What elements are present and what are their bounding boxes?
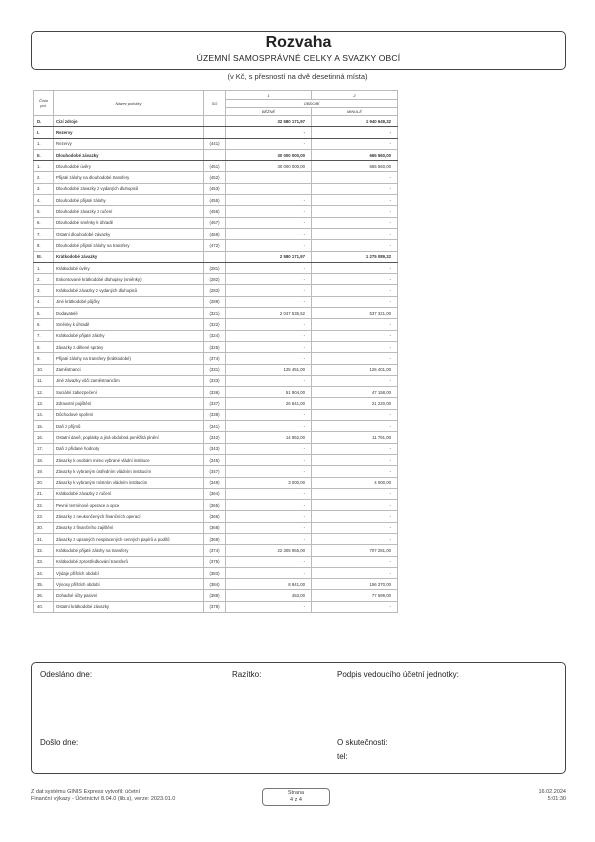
row-number: 2. — [34, 274, 54, 285]
row-value-current: - — [226, 375, 312, 386]
table-row — [34, 308, 398, 319]
row-account-code: (365) — [204, 500, 226, 511]
row-number: 4. — [34, 296, 54, 307]
stamp-label: Razítko: — [232, 670, 262, 679]
row-number: 36. — [34, 590, 54, 601]
table-body — [34, 116, 398, 613]
row-account-code: (366) — [204, 511, 226, 522]
row-value-current: 51 904,00 — [226, 387, 312, 398]
row-account-code: (349) — [204, 477, 226, 488]
row-value-current: - — [226, 319, 312, 330]
row-number: 6. — [34, 217, 54, 228]
sent-date-label: Odesláno dne: — [40, 670, 93, 679]
table-row — [34, 341, 398, 352]
row-value-current: 26 841,00 — [226, 398, 312, 409]
col-header-number: Číslo pol. — [34, 91, 54, 116]
row-number: 10. — [34, 364, 54, 375]
table-row — [34, 556, 398, 567]
units-note: (v Kč, s přesností na dvě desetinná místa) — [227, 72, 368, 81]
table-row — [34, 206, 398, 217]
row-value-current: - — [226, 296, 312, 307]
row-name: Výnosy příštích období — [54, 579, 204, 590]
footer-source — [31, 789, 175, 803]
row-account-code: (453) — [204, 183, 226, 194]
table-row — [34, 421, 398, 432]
row-name: Závazky z upsaných nesplacených cenných papírů a podílů — [54, 533, 204, 544]
row-name: Směnky k úhradě — [54, 319, 204, 330]
row-number: 1. — [34, 262, 54, 273]
row-name: Dlouhodobé úvěry — [54, 161, 204, 172]
row-name: Krátkodobé zprostředkování transferů — [54, 556, 204, 567]
row-number: 13. — [34, 398, 54, 409]
table-row — [34, 228, 398, 239]
balance-sheet-table — [33, 90, 398, 613]
table-row — [34, 364, 398, 375]
row-name: Pevné termínové operace a opce — [54, 500, 204, 511]
row-number: 15. — [34, 421, 54, 432]
row-name: Cizí zdroje — [54, 116, 204, 127]
row-account-code: (345) — [204, 454, 226, 465]
row-number: 14. — [34, 409, 54, 420]
row-value-previous: - — [312, 421, 398, 432]
row-value-previous: 156 370,00 — [312, 579, 398, 590]
row-number: 18. — [34, 454, 54, 465]
row-value-previous: 665 560,00 — [312, 161, 398, 172]
row-number: D. — [34, 116, 54, 127]
row-value-current: - — [226, 601, 312, 612]
row-name: Ostatní daně, poplatky a jiná obdobná peněžitá plnění — [54, 432, 204, 443]
row-number: 5. — [34, 206, 54, 217]
table-row — [34, 590, 398, 601]
row-account-code — [204, 127, 226, 138]
table-section-row — [34, 251, 398, 262]
page-indicator — [262, 788, 330, 806]
row-number: 16. — [34, 432, 54, 443]
row-name: Krátkodobé přijaté zálohy na transfery — [54, 545, 204, 556]
row-account-code: (451) — [204, 161, 226, 172]
table-row — [34, 330, 398, 341]
row-value-current — [226, 172, 312, 183]
row-value-previous: - — [312, 240, 398, 251]
row-account-code: (375) — [204, 556, 226, 567]
row-number: 6. — [34, 319, 54, 330]
row-number: 17. — [34, 443, 54, 454]
page-number: 4 z 4 — [290, 797, 302, 803]
row-account-code — [204, 251, 226, 262]
row-number: 7. — [34, 228, 54, 239]
col-header-previous: MINULÉ — [312, 108, 398, 116]
row-number: 8. — [34, 240, 54, 251]
row-name: Daň z příjmů — [54, 421, 204, 432]
row-account-code: (283) — [204, 285, 226, 296]
row-number: 11. — [34, 375, 54, 386]
row-value-previous: 21 220,00 — [312, 398, 398, 409]
responsible-signature-label: Podpis vedoucího účetní jednotky: — [337, 670, 459, 679]
row-value-current: 8 841,00 — [226, 579, 312, 590]
table-row — [34, 353, 398, 364]
row-name: Dodavatelé — [54, 308, 204, 319]
row-number: 22. — [34, 500, 54, 511]
row-account-code: (472) — [204, 240, 226, 251]
row-value-previous: - — [312, 466, 398, 477]
row-value-current: 14 852,00 — [226, 432, 312, 443]
row-value-previous: - — [312, 500, 398, 511]
row-account-code: (331) — [204, 364, 226, 375]
row-value-current: - — [226, 206, 312, 217]
footer-timestamp — [520, 789, 566, 803]
row-number: 20. — [34, 477, 54, 488]
row-name: Přijaté zálohy na dlouhodobé transfery — [54, 172, 204, 183]
table-row — [34, 387, 398, 398]
row-value-current: - — [226, 533, 312, 544]
row-name: Dohadné účty pasivní — [54, 590, 204, 601]
row-number: 34. — [34, 567, 54, 578]
row-value-previous: - — [312, 353, 398, 364]
phone-label: tel: — [337, 752, 348, 761]
row-value-previous: - — [312, 443, 398, 454]
row-account-code: (333) — [204, 375, 226, 386]
row-value-previous: - — [312, 296, 398, 307]
row-number: 5. — [34, 308, 54, 319]
table-row — [34, 296, 398, 307]
row-value-previous: 665 560,00 — [312, 149, 398, 160]
row-value-previous: - — [312, 454, 398, 465]
row-name: Závazky z dělené správy — [54, 341, 204, 352]
footer-time: 5:01:30 — [547, 796, 566, 802]
row-value-current: 30 000 000,00 — [226, 161, 312, 172]
row-account-code: (337) — [204, 398, 226, 409]
row-name: Eskontované krátkodobé dluhopisy (směnky) — [54, 274, 204, 285]
row-account-code: (325) — [204, 341, 226, 352]
row-account-code: (289) — [204, 296, 226, 307]
row-account-code — [204, 149, 226, 160]
row-name: Krátkodobé přijaté zálohy — [54, 330, 204, 341]
row-value-current: - — [226, 240, 312, 251]
row-name: Jiné závazky vůči zaměstnancům — [54, 375, 204, 386]
row-value-current: - — [226, 511, 312, 522]
row-name: Důchodové spoření — [54, 409, 204, 420]
row-value-previous: - — [312, 522, 398, 533]
row-number: II. — [34, 149, 54, 160]
table-row — [34, 477, 398, 488]
row-name: Výdaje příštích období — [54, 567, 204, 578]
row-value-previous: - — [312, 138, 398, 149]
col-header-1-number: 1 — [226, 91, 312, 100]
table-row — [34, 274, 398, 285]
row-value-current: - — [226, 522, 312, 533]
row-name: Jiné krátkodobé půjčky — [54, 296, 204, 307]
row-value-current: - — [226, 421, 312, 432]
row-number: 30. — [34, 522, 54, 533]
table-row — [34, 161, 398, 172]
row-name: Ostatní dlouhodobé závazky — [54, 228, 204, 239]
row-account-code: (324) — [204, 330, 226, 341]
row-name: Ostatní krátkodobé závazky — [54, 601, 204, 612]
row-name: Dlouhodobé směnky k úhradě — [54, 217, 204, 228]
row-account-code: (389) — [204, 590, 226, 601]
row-name: Rezervy — [54, 138, 204, 149]
row-account-code: (368) — [204, 522, 226, 533]
footer-date: 16.02.2024 — [538, 789, 566, 795]
row-name: Krátkodobé závazky — [54, 251, 204, 262]
row-number: 2. — [34, 172, 54, 183]
row-account-code: (342) — [204, 432, 226, 443]
row-value-current — [226, 183, 312, 194]
row-value-previous: - — [312, 488, 398, 499]
row-value-previous: - — [312, 183, 398, 194]
row-value-previous: - — [312, 262, 398, 273]
row-name: Dlouhodobé závazky z ručení — [54, 206, 204, 217]
row-value-current: - — [226, 195, 312, 206]
row-value-previous: - — [312, 217, 398, 228]
row-number: 12. — [34, 387, 54, 398]
table-row — [34, 432, 398, 443]
row-value-previous: - — [312, 341, 398, 352]
table-row — [34, 217, 398, 228]
row-value-current: 22 305 955,00 — [226, 545, 312, 556]
row-name: Daň z přidané hodnoty — [54, 443, 204, 454]
row-value-current: - — [226, 341, 312, 352]
row-value-previous: - — [312, 533, 398, 544]
row-value-current: - — [226, 228, 312, 239]
row-value-previous: 537 321,00 — [312, 308, 398, 319]
row-value-current: - — [226, 454, 312, 465]
row-value-previous: - — [312, 567, 398, 578]
row-value-previous: - — [312, 409, 398, 420]
row-name: Krátkodobé závazky z ručení — [54, 488, 204, 499]
row-account-code: (336) — [204, 387, 226, 398]
row-number: 1. — [34, 138, 54, 149]
row-number: 3. — [34, 183, 54, 194]
row-value-previous: - — [312, 172, 398, 183]
table-row — [34, 533, 398, 544]
table-row — [34, 522, 398, 533]
table-row — [34, 466, 398, 477]
row-name: Krátkodobé závazky z vydaných dluhopisů — [54, 285, 204, 296]
row-name: Závazky k vybraným místním vládním institucím — [54, 477, 204, 488]
row-value-previous: 1 940 649,32 — [312, 116, 398, 127]
row-number: 33. — [34, 556, 54, 567]
row-account-code: (452) — [204, 172, 226, 183]
row-value-current: - — [226, 500, 312, 511]
row-account-code: (383) — [204, 567, 226, 578]
table-row — [34, 545, 398, 556]
row-account-code: (384) — [204, 579, 226, 590]
row-value-current: 2 580 171,97 — [226, 251, 312, 262]
row-value-current: 453,00 — [226, 590, 312, 601]
row-account-code: (374) — [204, 353, 226, 364]
row-value-current: - — [226, 262, 312, 273]
table-row — [34, 454, 398, 465]
row-value-current: - — [226, 443, 312, 454]
row-value-previous: 4 000,00 — [312, 477, 398, 488]
col-header-current: BĚŽNÉ — [226, 108, 312, 116]
row-account-code: (338) — [204, 409, 226, 420]
row-account-code: (282) — [204, 274, 226, 285]
table-section-row — [34, 116, 398, 127]
row-value-previous: - — [312, 330, 398, 341]
table-row — [34, 172, 398, 183]
table-row — [34, 443, 398, 454]
row-name: Dlouhodobé závazky — [54, 149, 204, 160]
row-account-code: (322) — [204, 319, 226, 330]
table-row — [34, 500, 398, 511]
row-value-current: - — [226, 353, 312, 364]
row-value-previous: - — [312, 274, 398, 285]
row-number: 9. — [34, 353, 54, 364]
row-number: 19. — [34, 466, 54, 477]
table-row — [34, 375, 398, 386]
row-number: 40. — [34, 601, 54, 612]
row-account-code — [204, 116, 226, 127]
table-row — [34, 285, 398, 296]
report-title: Rozvaha — [265, 34, 332, 51]
row-account-code: (364) — [204, 488, 226, 499]
row-value-previous: 77 599,00 — [312, 590, 398, 601]
table-row — [34, 138, 398, 149]
row-number: 21. — [34, 488, 54, 499]
actually-label: O skutečnosti: — [337, 738, 388, 747]
table-row — [34, 579, 398, 590]
row-value-previous: 126 401,00 — [312, 364, 398, 375]
row-value-previous: - — [312, 285, 398, 296]
row-value-current: 3 000,00 — [226, 477, 312, 488]
row-value-current: 2 047 535,52 — [226, 308, 312, 319]
row-value-previous: - — [312, 319, 398, 330]
row-name: Rezervy — [54, 127, 204, 138]
row-account-code: (369) — [204, 533, 226, 544]
table-row — [34, 262, 398, 273]
row-value-previous: 707 281,00 — [312, 545, 398, 556]
received-date-label: Došlo dne: — [40, 738, 79, 747]
table-row — [34, 398, 398, 409]
table-row — [34, 601, 398, 612]
row-account-code: (459) — [204, 228, 226, 239]
row-number: III. — [34, 251, 54, 262]
table-section-row — [34, 149, 398, 160]
footer-source-line2: Finanční výkazy - Účetnictví 8.04.0 (lib.s), verze: 2023.01.0 — [31, 796, 176, 802]
table-row — [34, 409, 398, 420]
row-value-current: - — [226, 138, 312, 149]
row-name: Závazky z neukončených finančních operací — [54, 511, 204, 522]
row-account-code: (457) — [204, 217, 226, 228]
row-value-current: 30 000 000,00 — [226, 149, 312, 160]
row-account-code: (441) — [204, 138, 226, 149]
row-value-current: - — [226, 274, 312, 285]
row-name: Zdravotní pojištění — [54, 398, 204, 409]
row-number: 35. — [34, 579, 54, 590]
table-row — [34, 488, 398, 499]
col-header-name: Název položky — [54, 91, 204, 116]
table-row — [34, 567, 398, 578]
row-name: Přijaté zálohy na transfery (krátkodobé) — [54, 353, 204, 364]
table-row — [34, 511, 398, 522]
row-number: 4. — [34, 195, 54, 206]
table-row — [34, 240, 398, 251]
row-value-current: - — [226, 466, 312, 477]
row-account-code: (343) — [204, 443, 226, 454]
row-value-current: - — [226, 409, 312, 420]
report-subtitle: ÚZEMNÍ SAMOSPRÁVNÉ CELKY A SVAZKY OBCÍ — [196, 53, 401, 63]
row-value-previous: - — [312, 127, 398, 138]
row-name: Závazky k osobám mimo vybrané vládní instituce — [54, 454, 204, 465]
row-value-previous: 1 275 089,32 — [312, 251, 398, 262]
table-row — [34, 183, 398, 194]
row-value-previous: - — [312, 511, 398, 522]
row-number: 32. — [34, 545, 54, 556]
row-account-code: (455) — [204, 195, 226, 206]
table-section-row — [34, 127, 398, 138]
row-value-previous: - — [312, 228, 398, 239]
row-value-current: - — [226, 567, 312, 578]
row-number: 31. — [34, 533, 54, 544]
col-header-2-number: 2 — [312, 91, 398, 100]
row-value-previous: - — [312, 375, 398, 386]
col-header-code: SÚ — [204, 91, 226, 116]
row-name: Dlouhodobé přijaté zálohy na transfery — [54, 240, 204, 251]
row-name: Sociální zabezpečení — [54, 387, 204, 398]
signature-box — [31, 662, 566, 774]
footer-source-line1: Z dat systému GINIS Express vytvořil: účetní — [31, 789, 141, 795]
row-name: Zaměstnanci — [54, 364, 204, 375]
row-value-current: 32 580 171,97 — [226, 116, 312, 127]
row-value-current: - — [226, 556, 312, 567]
row-value-previous: - — [312, 601, 398, 612]
row-number: 1. — [34, 161, 54, 172]
row-number: 8. — [34, 341, 54, 352]
row-value-current: 125 451,00 — [226, 364, 312, 375]
row-value-previous: - — [312, 556, 398, 567]
row-name: Závazky k vybraným ústředním vládním institucím — [54, 466, 204, 477]
table-row — [34, 195, 398, 206]
row-account-code: (374) — [204, 545, 226, 556]
row-name: Závazky z finančního zajištění — [54, 522, 204, 533]
row-value-current: - — [226, 330, 312, 341]
row-account-code: (281) — [204, 262, 226, 273]
row-account-code: (378) — [204, 601, 226, 612]
row-name: Krátkodobé úvěry — [54, 262, 204, 273]
row-name: Dlouhodobé přijaté zálohy — [54, 195, 204, 206]
row-value-previous: 47 158,00 — [312, 387, 398, 398]
row-number: 7. — [34, 330, 54, 341]
row-value-previous: - — [312, 206, 398, 217]
report-header — [31, 31, 566, 70]
row-account-code: (456) — [204, 206, 226, 217]
row-number: I. — [34, 127, 54, 138]
page-label: Strana — [287, 790, 305, 796]
row-value-current: - — [226, 285, 312, 296]
row-account-code: (321) — [204, 308, 226, 319]
row-number: 23. — [34, 511, 54, 522]
row-value-previous: - — [312, 195, 398, 206]
row-account-code: (347) — [204, 466, 226, 477]
row-value-current: - — [226, 127, 312, 138]
row-account-code: (341) — [204, 421, 226, 432]
row-value-current: - — [226, 217, 312, 228]
table-row — [34, 319, 398, 330]
row-value-previous: 11 791,00 — [312, 432, 398, 443]
row-name: Dlouhodobé závazky z vydaných dluhopisů — [54, 183, 204, 194]
row-value-current: - — [226, 488, 312, 499]
col-header-period: OBDOBÍ — [226, 100, 398, 108]
row-number: 3. — [34, 285, 54, 296]
